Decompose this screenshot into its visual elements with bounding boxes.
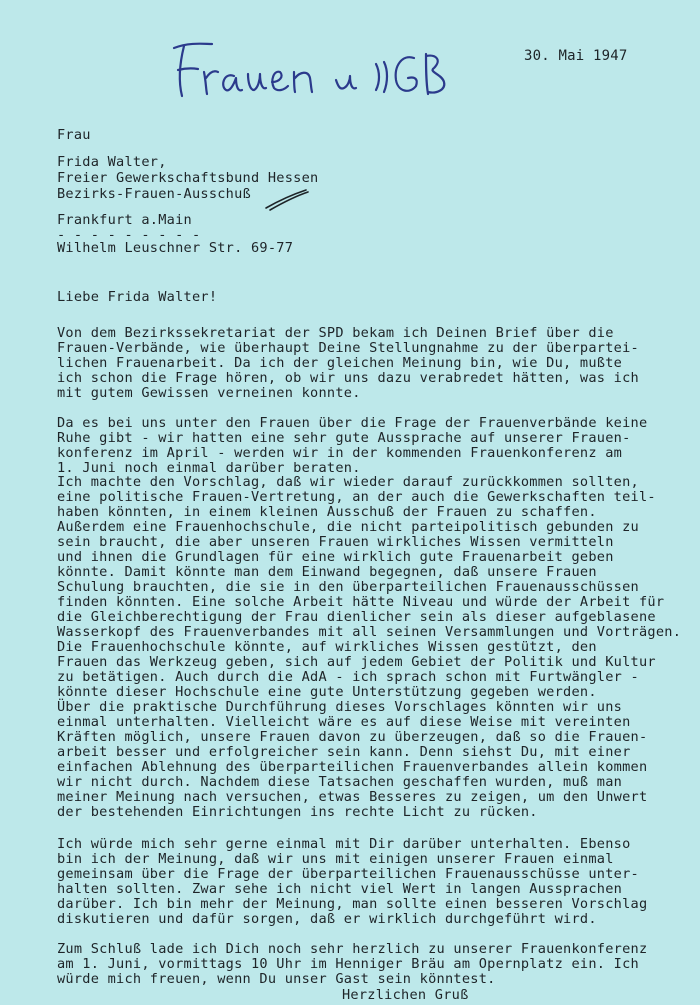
- body-line: Über die praktische Durchführung dieses Vorschlages könnten wir uns: [57, 699, 623, 715]
- body-line: am 1. Juni, vormittags 10 Uhr im Henniger Bräu am Opernplatz ein. Ich: [57, 956, 639, 972]
- body-line: Kräften möglich, unsere Frauen davon zu überzeugen, daß so die Frauen-: [57, 729, 648, 745]
- body-line: konferenz im April - werden wir in der kommenden Frauenkonferenz am: [57, 445, 623, 461]
- body-line: Da es bei uns unter den Frauen über die Frage der Frauenverbände keine: [57, 415, 648, 431]
- body-line: bin ich der Meinung, daß wir uns mit einigen unserer Frauen einmal: [57, 851, 614, 867]
- body-line: lichen Frauenarbeit. Da ich der gleichen Meinung bin, wie Du, mußte: [57, 355, 623, 371]
- body-line: arbeit besser und erfolgreicher sein kann. Denn siehst Du, mit einer: [57, 744, 631, 760]
- body-line: Von dem Bezirkssekretariat der SPD bekam ich Deinen Brief über die: [57, 325, 614, 341]
- handwritten-note: [170, 38, 450, 100]
- body-line: sein braucht, die aber unseren Frauen wirkliches Wissen vermitteln: [57, 534, 614, 550]
- body-line: Wasserkopf des Frauenverbandes mit all seinen Versammlungen und Vorträgen.: [57, 624, 682, 640]
- pen-mark-icon: [262, 188, 310, 212]
- body-line: Ruhe gibt - wir hatten eine sehr gute Aussprache auf unserer Frauen-: [57, 430, 631, 446]
- body-line: halten sollten. Zwar sehe ich nicht viel Wert in langen Aussprachen: [57, 881, 623, 897]
- body-line: Ich würde mich sehr gerne einmal mit Dir darüber unterhalten. Ebenso: [57, 836, 631, 852]
- body-line: ich schon die Frage hören, ob wir uns dazu verabredet hätten, was ich: [57, 370, 639, 386]
- body-line: diskutieren und dafür sorgen, daß er wirklich durchgeführt wird.: [57, 911, 597, 927]
- body-line: gemeinsam über die Frage der überparteilichen Frauenausschüsse unter-: [57, 866, 639, 882]
- body-line: Außerdem eine Frauenhochschule, die nicht parteipolitisch gebunden zu: [57, 519, 639, 535]
- body-line: die Gleichberechtigung der Frau dienlicher sein als dieser aufgeblasene: [57, 609, 656, 625]
- greeting: Liebe Frida Walter!: [57, 289, 218, 305]
- body-line: und ihnen die Grundlagen für eine wirklich gute Frauenarbeit geben: [57, 549, 614, 565]
- body-line: mit gutem Gewissen verneinen konnte.: [57, 385, 361, 401]
- closing: Herzlichen Gruß: [342, 987, 469, 1003]
- recipient-department: Bezirks-Frauen-Ausschuß: [57, 186, 251, 202]
- body-line: einfachen Ablehnung des überparteilichen Frauenverbandes allein kommen: [57, 759, 648, 775]
- body-line: Die Frauenhochschule könnte, auf wirkliches Wissen gestützt, den: [57, 639, 597, 655]
- recipient-salutation: Frau: [57, 127, 91, 143]
- recipient-street: Wilhelm Leuschner Str. 69-77: [57, 240, 294, 256]
- body-line: meiner Meinung nach versuchen, etwas Besseres zu zeigen, um den Unwert: [57, 789, 648, 805]
- body-line: der bestehenden Einrichtungen ins rechte Licht zu rücken.: [57, 804, 538, 820]
- body-line: Frauen das Werkzeug geben, sich auf jedem Gebiet der Politik und Kultur: [57, 654, 656, 670]
- letter-date: 30. Mai 1947: [524, 48, 628, 64]
- body-line: 1. Juni noch einmal darüber beraten.: [57, 460, 361, 476]
- body-line: könnte. Damit könnte man dem Einwand begegnen, daß unsere Frauen: [57, 564, 597, 580]
- body-line: darüber. Ich bin mehr der Meinung, man sollte einen besseren Vorschlag: [57, 896, 648, 912]
- body-line: würde mich freuen, wenn Du unser Gast sein könntest.: [57, 971, 496, 987]
- body-line: zu betätigen. Auch durch die AdA - ich sprach schon mit Furtwängler -: [57, 669, 639, 685]
- body-line: könnte dieser Hochschule eine gute Unterstützung gegeben werden.: [57, 684, 597, 700]
- recipient-name: Frida Walter,: [57, 154, 167, 170]
- body-line: einmal unterhalten. Vielleicht wäre es auf diese Weise mit vereinten: [57, 714, 631, 730]
- body-line: Frauen-Verbände, wie überhaupt Deine Stellungnahme zu der überpartei-: [57, 340, 639, 356]
- recipient-organization: Freier Gewerkschaftsbund Hessen: [57, 170, 319, 186]
- body-line: Ich machte den Vorschlag, daß wir wieder darauf zurückkommen sollten,: [57, 474, 639, 490]
- body-line: finden könnten. Eine solche Arbeit hätte Niveau und würde der Arbeit für: [57, 594, 665, 610]
- body-line: wir nicht durch. Nachdem diese Tatsachen geschaffen wurden, muß man: [57, 774, 623, 790]
- recipient-city: Frankfurt a.Main: [57, 212, 192, 228]
- body-line: haben könnten, in einem kleinen Ausschuß der Frauen zu schaffen.: [57, 504, 597, 520]
- body-line: Zum Schluß lade ich Dich noch sehr herzlich zu unserer Frauenkonferenz: [57, 941, 648, 957]
- body-line: eine politische Frauen-Vertretung, an der auch die Gewerkschaften teil-: [57, 489, 656, 505]
- body-line: Schulung brauchten, die sie in den überparteilichen Frauenausschüssen: [57, 579, 639, 595]
- city-underline: - - - - - - - - -: [57, 227, 201, 243]
